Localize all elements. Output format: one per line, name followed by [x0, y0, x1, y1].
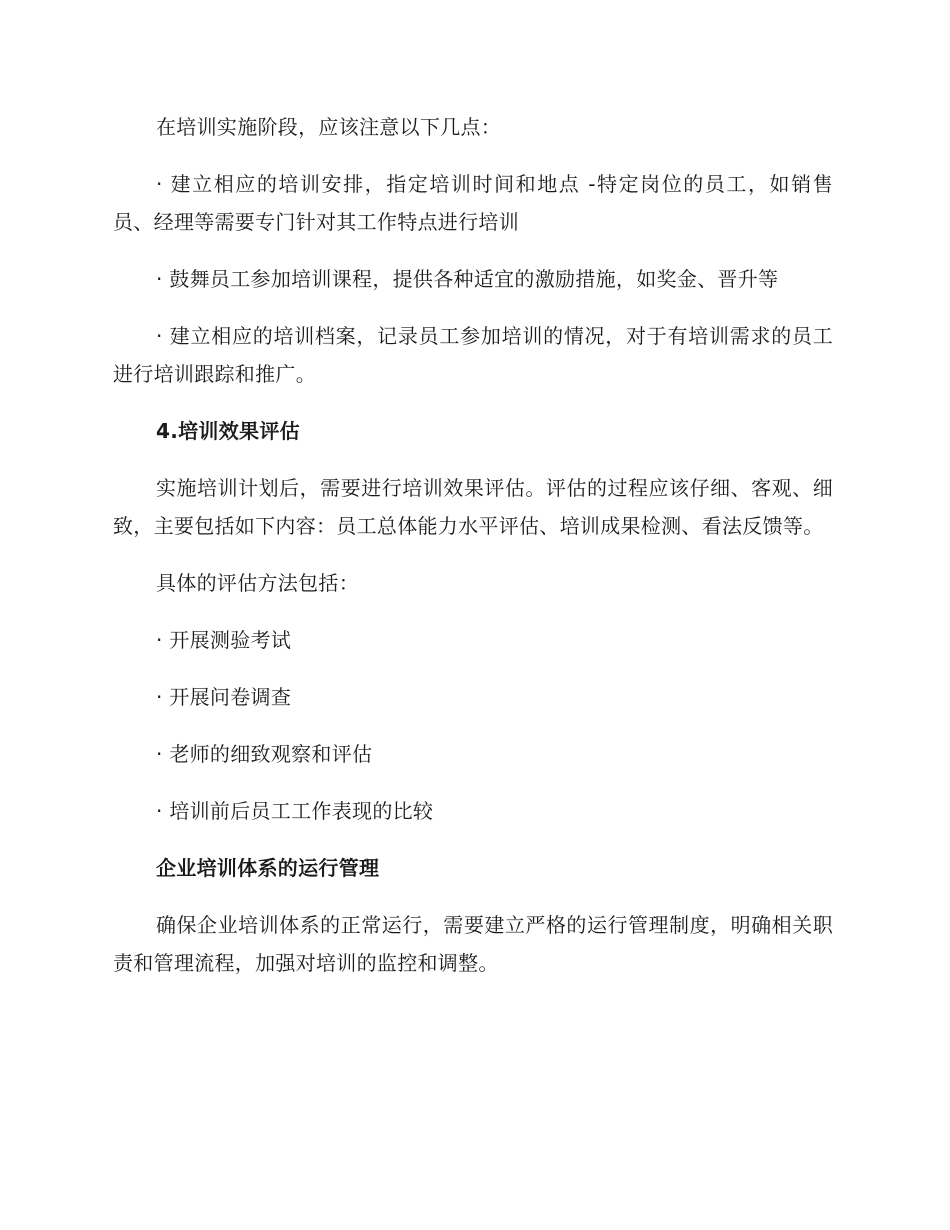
intro-paragraph: 在培训实施阶段，应该注意以下几点： — [156, 115, 502, 139]
bullet-comparison: · 培训前后员工工作表现的比较 — [156, 799, 434, 823]
section-heading-evaluation: 4.培训效果评估 — [156, 419, 300, 443]
bullet-schedule: · 建立相应的培训安排，指定培训时间和地点 -特定岗位的员工，如销售员、经理等需要专门针对其工作特点进行培训 — [113, 172, 833, 234]
bullet-archive: · 建立相应的培训档案，记录员工参加培训的情况，对于有培训需求的员工进行培训跟踪和推广。 — [113, 324, 833, 386]
operation-paragraph: 确保企业培训体系的正常运行，需要建立严格的运行管理制度，明确相关职责和管理流程，加强对培训的监控和调整。 — [113, 913, 833, 975]
document-page — [113, 108, 833, 982]
bullet-observation: · 老师的细致观察和评估 — [156, 742, 373, 766]
bullet-exam: · 开展测验考试 — [156, 628, 292, 652]
bullet-survey: · 开展问卷调查 — [156, 685, 292, 709]
section-heading-operation: 企业培训体系的运行管理 — [156, 856, 380, 880]
bullet-incentives: · 鼓舞员工参加培训课程，提供各种适宜的激励措施，如奖金、晋升等 — [156, 267, 779, 291]
evaluation-paragraph: 实施培训计划后，需要进行培训效果评估。评估的过程应该仔细、客观、细致，主要包括如下内容：员工总体能力水平评估、培训成果检测、看法反馈等。 — [113, 476, 833, 538]
methods-intro: 具体的评估方法包括： — [156, 571, 359, 595]
